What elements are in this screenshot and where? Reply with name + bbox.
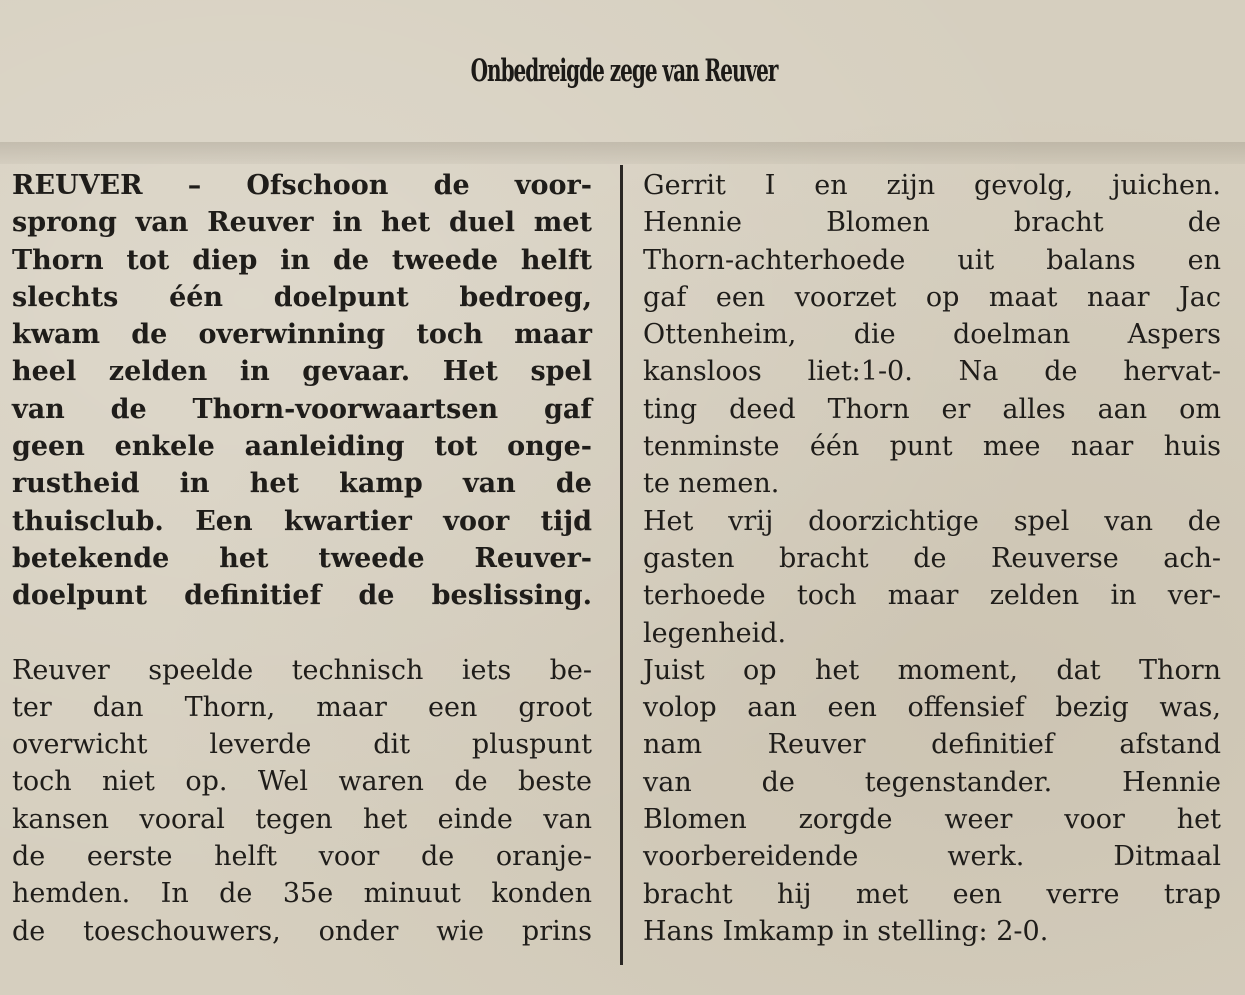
- text-line: kansen vooral tegen het einde van: [12, 803, 592, 835]
- text-line: Ottenheim, die doelman Aspers: [643, 319, 1221, 351]
- text-line: geen enkele aanleiding tot onge-: [12, 431, 592, 463]
- right-column: [643, 167, 1221, 950]
- text-line: sprong van Reuver in het duel met: [12, 207, 592, 239]
- text-line: Hennie Blomen bracht de: [643, 207, 1221, 239]
- body-paragraph: [12, 652, 592, 950]
- text-line: voorbereidende werk. Ditmaal: [643, 841, 1221, 873]
- text-line: heel zelden in gevaar. Het spel: [12, 356, 592, 388]
- text-line: de toeschouwers, onder wie prins: [12, 915, 592, 947]
- text-line: ter dan Thorn, maar een groot: [12, 691, 592, 723]
- text-line: Hans Imkamp in stelling: 2-0.: [643, 915, 1049, 947]
- lead-paragraph: [12, 167, 592, 615]
- text-line: Thorn tot diep in de tweede helft: [12, 244, 592, 276]
- headline: Onbedreigde zege van Reuver: [470, 51, 778, 89]
- paragraph-gap: [12, 615, 592, 652]
- text-line: nam Reuver definitief afstand: [643, 729, 1221, 761]
- text-line: Juist op het moment, dat Thorn: [643, 654, 1221, 686]
- left-column: [12, 167, 592, 950]
- text-line: hemden. In de 35e minuut konden: [12, 878, 592, 910]
- text-line: te nemen.: [643, 468, 780, 500]
- text-line: Blomen zorgde weer voor het: [643, 804, 1221, 836]
- text-line: slechts één doelpunt bedroeg,: [12, 281, 592, 313]
- text-line: gaf een voorzet op maat naar Jac: [643, 281, 1221, 313]
- text-line: Gerrit I en zijn gevolg, juichen.: [643, 170, 1221, 201]
- text-line: tenminste één punt mee naar huis: [643, 431, 1221, 463]
- text-line: van de Thorn-voorwaartsen gaf: [12, 393, 592, 425]
- text-line: Het vrij doorzichtige spel van de: [643, 505, 1221, 537]
- text-line: Thorn-achterhoede uit balans en: [643, 244, 1221, 276]
- text-line: toch niet op. Wel waren de beste: [12, 766, 592, 798]
- text-line: overwicht leverde dit pluspunt: [12, 729, 592, 761]
- text-line: bracht hij met een verre trap: [643, 878, 1221, 910]
- text-line: rustheid in het kamp van de: [12, 468, 592, 500]
- text-line: de eerste helft voor de oranje-: [12, 841, 592, 873]
- text-line: terhoede toch maar zelden in ver-: [643, 580, 1221, 612]
- text-line: volop aan een offensief bezig was,: [643, 692, 1221, 724]
- text-line: Reuver speelde technisch iets be-: [12, 654, 592, 686]
- text-line: doelpunt definitief de beslissing.: [12, 580, 592, 612]
- text-line: ting deed Thorn er alles aan om: [643, 393, 1221, 425]
- text-line: thuisclub. Een kwartier voor tijd: [12, 505, 592, 537]
- text-line: kwam de overwinning toch maar: [12, 319, 592, 351]
- text-line: REUVER – Ofschoon de voor-: [12, 170, 592, 201]
- text-line: van de tegenstander. Hennie: [643, 766, 1221, 798]
- column-divider: [620, 165, 623, 965]
- text-line: gasten bracht de Reuverse ach-: [643, 542, 1221, 574]
- text-line: betekende het tweede Reuver-: [12, 542, 592, 574]
- text-line: legenheid.: [643, 617, 787, 649]
- header-divider: [0, 142, 1245, 164]
- text-line: kansloos liet:1-0. Na de hervat-: [643, 356, 1221, 388]
